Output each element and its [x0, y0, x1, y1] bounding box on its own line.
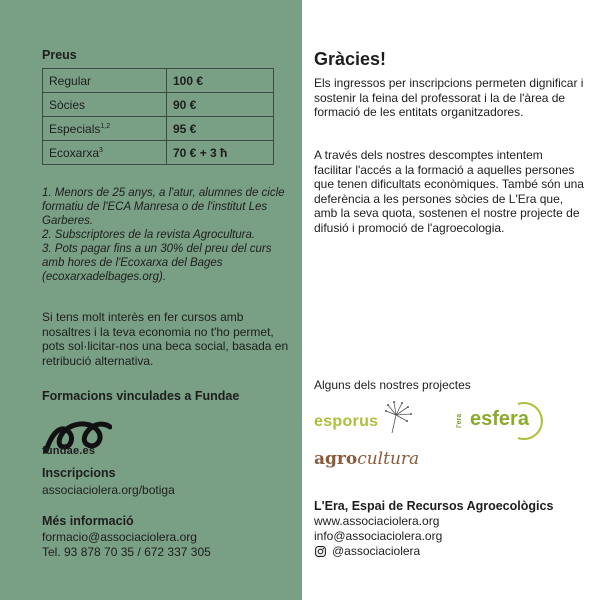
org-name: L'Era, Espai de Recursos Agroecològics — [314, 499, 554, 513]
footnote: 2. Subscriptores de la revista Agrocultura. — [42, 229, 256, 241]
price-category: Especials$^{1,2}$ — [43, 117, 167, 141]
agrocultura-logo: agrocultura — [314, 449, 420, 469]
email-link[interactable]: info@associaciolera.org — [314, 529, 443, 543]
mes-info-email[interactable]: formacio@associaciolera.org — [42, 530, 197, 544]
inscripcions-link[interactable]: associaciolera.org/botiga — [42, 483, 175, 497]
table-row — [43, 69, 274, 93]
price-value: 95 € — [167, 117, 274, 141]
table-row — [43, 93, 274, 117]
instagram-handle[interactable]: @associaciolera — [332, 544, 421, 558]
footnote: 1. Menors de 25 anys, a l'atur, alumnes de cicle formatiu de l'ECA Manresa o de l'institut Les Garberes. — [42, 187, 285, 227]
mes-info-phone: Tel. 93 878 70 35 / 672 337 305 — [42, 545, 211, 559]
prices-heading: Preus — [42, 48, 77, 62]
instagram-icon — [315, 546, 326, 557]
price-category: Ecoxarxa$^3$ — [43, 141, 167, 165]
beca-paragraph: Si tens molt interès en fer cursos amb nosaltres i la teva economia no t'ho permet, pots sol·licitar-nos una beca social, basada en retribució alternativa. — [42, 310, 289, 368]
table-row — [43, 141, 274, 165]
discounts-paragraph: A través dels nostres descomptes intentem facilitar l'accés a la formació a aquelles persones que tenen dificultats econòmiques. També són una deferència a les persones sòcies de L'Era que, amb la seva quota, sostenen el nostre projecte de difusió i promoció de l'agroecologia. — [314, 148, 584, 235]
inscripcions-heading: Inscripcions — [42, 466, 116, 480]
esfera-logo: esfera — [470, 408, 529, 430]
mes-info-heading: Més informació — [42, 514, 134, 528]
esfera-logo-prefix: l'era — [456, 413, 463, 429]
table-row — [43, 117, 274, 141]
fundae-heading: Formacions vinculades a Fundae — [42, 389, 240, 403]
website-link[interactable]: www.associaciolera.org — [314, 514, 440, 528]
price-value: 90 € — [167, 93, 274, 117]
page-title: Gràcies! — [314, 49, 387, 69]
esporus-logo: esporus — [314, 413, 379, 430]
intro-paragraph: Els ingressos per inscripcions permeten dignificar i sostenir la feina del professorat i la de l'àrea de formació de les entitats organitzadores. — [314, 76, 584, 119]
price-category: Regular — [43, 69, 167, 93]
footnote: 3. Pots pagar fins a un 30% del preu del curs amb hores de l'Ecoxarxa del Bages (ecoxarxadelbages.org). — [42, 243, 272, 283]
fundae-logo-text: fundae.es — [42, 445, 96, 457]
price-footnotes — [42, 186, 288, 284]
dandelion-icon — [378, 399, 414, 435]
price-category: Sòcies — [43, 93, 167, 117]
projects-label: Alguns dels nostres projectes — [314, 378, 471, 392]
price-value: 70 € + 3 ħ — [167, 141, 274, 165]
price-table — [42, 68, 274, 165]
price-value: 100 € — [167, 69, 274, 93]
